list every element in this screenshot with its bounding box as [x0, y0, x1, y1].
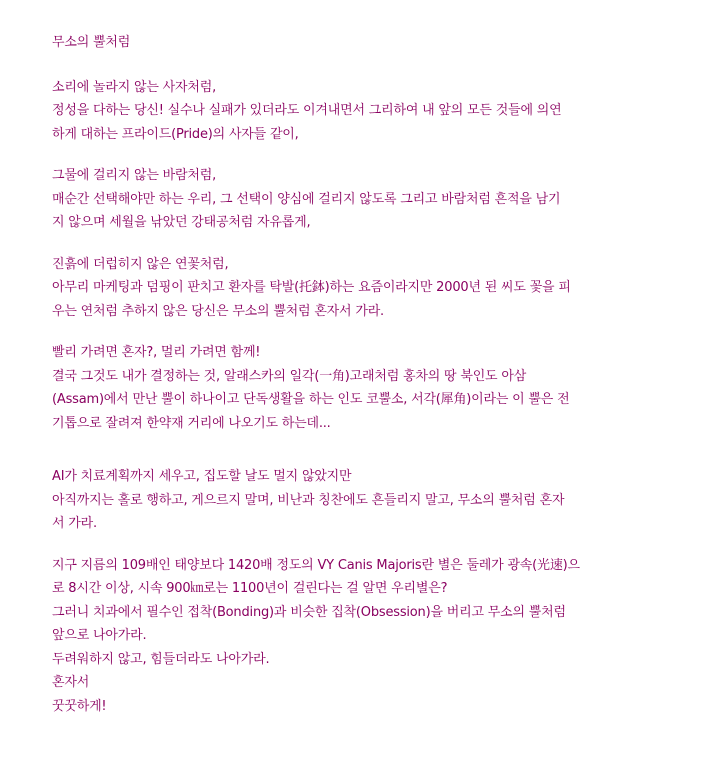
- essay-document: [52, 31, 672, 736]
- paragraph-lotus: [52, 253, 672, 324]
- paragraph-star: [52, 554, 672, 719]
- text-line: 매순간 선택해야만 하는 우리, 그 선택이 양심에 걸리지 않도록 그리고 바람처럼 흔적을 남기: [52, 191, 561, 207]
- text-line: 지 않으며 세월을 낚았던 강태공처럼 자유롭게,: [52, 215, 311, 230]
- paragraph-rhino: [52, 341, 672, 435]
- text-line: 아무리 마케팅과 덤핑이 판치고 환자를 탁발(托鉢)하는 요즘이라지만 2000년 된 씨도 꽃을 피: [52, 280, 571, 295]
- text-line: 그물에 걸리지 않는 바람처럼,: [52, 168, 217, 183]
- text-line: 꿋꿋하게!: [52, 698, 107, 714]
- text-line: 두려워하지 않고, 힘들더라도 나아가라.: [52, 651, 270, 667]
- text-line: 결국 그것도 내가 결정하는 것, 알래스카의 일각(一角)고래처럼 홍차의 땅 북인도 아삼: [52, 368, 527, 384]
- text-line: 하게 대하는 프라이드(Pride)의 사자들 같이,: [52, 126, 299, 142]
- text-line: 정성을 다하는 당신! 실수나 실패가 있더라도 이겨내면서 그리하여 내 앞의 모든 것들에 의연: [52, 103, 562, 118]
- text-line: 로 8시간 이상, 시속 900㎞로는 1100년이 걸린다는 걸 알면 우리별은?: [52, 581, 448, 596]
- text-line: 서 가라.: [52, 516, 97, 531]
- paragraph-wind: [52, 164, 672, 235]
- text-line: AI가 치료계획까지 세우고, 집도할 날도 멀지 않았지만: [52, 469, 352, 484]
- text-line: 빨리 가려면 혼자?, 멀리 가려면 함께!: [52, 345, 261, 360]
- text-line: 지구 지름의 109배인 태양보다 1420배 정도의 VY Canis Majoris란 별은 둘레가 광속(光速)으: [52, 557, 580, 573]
- text-line: 기톱으로 잘려져 한약재 거리에 나오기도 하는데...: [52, 415, 331, 431]
- text-line: 혼자서: [52, 675, 90, 690]
- text-line: 아직까지는 홀로 행하고, 게으르지 말며, 비난과 칭찬에도 흔들리지 말고, 무소의 뿔처럼 혼자: [52, 492, 565, 508]
- text-line: 소리에 놀라지 않는 사자처럼,: [52, 79, 217, 95]
- text-line: 우는 연처럼 추하지 않은 당신은 무소의 뿔처럼 혼자서 가라.: [52, 303, 384, 319]
- paragraph-lion: [52, 76, 672, 147]
- paragraph-ai: [52, 465, 672, 536]
- essay-title: 무소의 뿔처럼: [52, 35, 131, 50]
- text-line: 진흙에 더럽히지 않은 연꽃처럼,: [52, 256, 229, 272]
- text-line: 그러니 치과에서 필수인 접착(Bonding)과 비슷한 집착(Obsession)을 버리고 무소의 뿔처럼: [52, 604, 566, 620]
- text-line: 앞으로 나아가라.: [52, 628, 147, 643]
- text-line: (Assam)에서 만난 뿔이 하나이고 단독생활을 하는 인도 코뿔소, 서각(犀角)이라는 이 뿔은 전: [52, 392, 570, 407]
